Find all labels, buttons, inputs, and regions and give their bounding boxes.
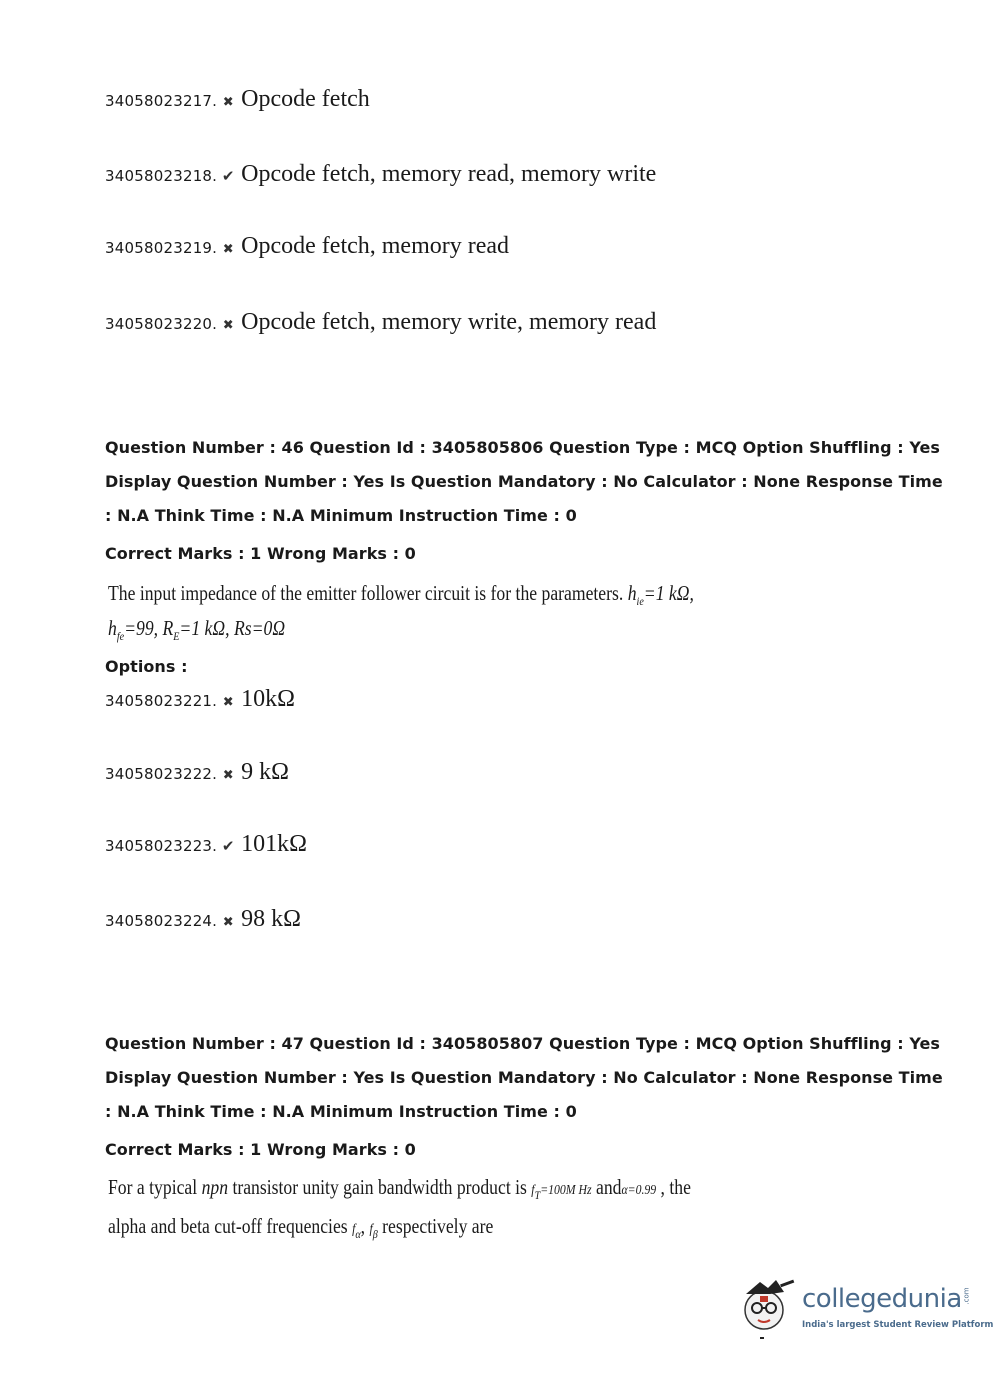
- option-id: 34058023219.: [105, 239, 218, 257]
- wrong-mark-icon: ✖: [222, 95, 234, 110]
- correct-check-icon: ✔: [221, 167, 235, 185]
- option-text: 98 kΩ: [241, 906, 301, 932]
- option-text: Opcode fetch, memory read, memory write: [241, 161, 657, 187]
- question-marks: Correct Marks : 1 Wrong Marks : 0: [105, 544, 416, 563]
- option-text: 10kΩ: [241, 686, 295, 712]
- collegedunia-logo: [740, 1272, 994, 1344]
- question-text-line-1: For a typical npn transistor unity gain bandwidth product is $f_T=100M$ Hz andα=0.99 , the: [108, 1175, 691, 1203]
- option-row: [105, 759, 289, 799]
- option-text: Opcode fetch, memory read: [241, 233, 510, 259]
- question-text: [108, 580, 694, 650]
- question-text-line-2: $h_{fe}=99$, $R_E=1$ kΩ, Rs=0Ω: [108, 616, 286, 644]
- question-meta-line: Question Number : 46 Question Id : 3405805806 Question Type : MCQ Option Shuffling : Yes: [105, 438, 940, 457]
- option-text: 9 kΩ: [241, 759, 289, 785]
- option-row: [105, 906, 301, 946]
- option-row: [105, 831, 307, 871]
- correct-check-icon: ✔: [221, 837, 235, 855]
- option-text: Opcode fetch: [241, 86, 370, 112]
- option-id: 34058023217.: [105, 92, 218, 110]
- mascot-icon: [740, 1272, 800, 1344]
- logo-domain: .com: [962, 1287, 971, 1305]
- wrong-mark-icon: ✖: [222, 695, 234, 710]
- option-row: [105, 686, 295, 726]
- option-id: 34058023224.: [105, 912, 218, 930]
- option-id: 34058023220.: [105, 315, 218, 333]
- option-row: [105, 233, 509, 273]
- question-text: [108, 1172, 691, 1250]
- option-id: 34058023223.: [105, 837, 218, 855]
- wrong-mark-icon: ✖: [222, 768, 234, 783]
- logo-tagline: India's largest Student Review Platform: [802, 1320, 994, 1330]
- option-id: 34058023222.: [105, 765, 218, 783]
- question-meta-line: Question Number : 47 Question Id : 3405805807 Question Type : MCQ Option Shuffling : Yes: [105, 1034, 940, 1053]
- option-text: 101kΩ: [241, 831, 307, 857]
- option-id: 34058023218.: [105, 167, 218, 185]
- options-label: Options :: [105, 657, 188, 676]
- logo-name: collegedunia: [802, 1284, 962, 1314]
- question-text-line-2: alpha and beta cut-off frequencies $f_\alpha$, $f_\beta$ respectively are: [108, 1214, 494, 1242]
- question-meta-line: Display Question Number : Yes Is Question Mandatory : No Calculator : None Response Time: [105, 472, 943, 491]
- question-marks: Correct Marks : 1 Wrong Marks : 0: [105, 1140, 416, 1159]
- option-row: [105, 309, 656, 349]
- option-id: 34058023221.: [105, 692, 218, 710]
- option-row: [105, 86, 370, 126]
- question-meta-line: : N.A Think Time : N.A Minimum Instruction Time : 0: [105, 506, 577, 525]
- option-text: Opcode fetch, memory write, memory read: [241, 309, 657, 335]
- question-text-line-1: The input impedance of the emitter follower circuit is for the parameters. $h_{ie}=1$ kΩ,: [108, 581, 694, 609]
- question-meta-line: : N.A Think Time : N.A Minimum Instruction Time : 0: [105, 1102, 577, 1121]
- wrong-mark-icon: ✖: [222, 318, 234, 333]
- question-meta-line: Display Question Number : Yes Is Question Mandatory : No Calculator : None Response Time: [105, 1068, 943, 1087]
- option-row: [105, 161, 656, 201]
- wrong-mark-icon: ✖: [222, 242, 234, 257]
- wrong-mark-icon: ✖: [222, 915, 234, 930]
